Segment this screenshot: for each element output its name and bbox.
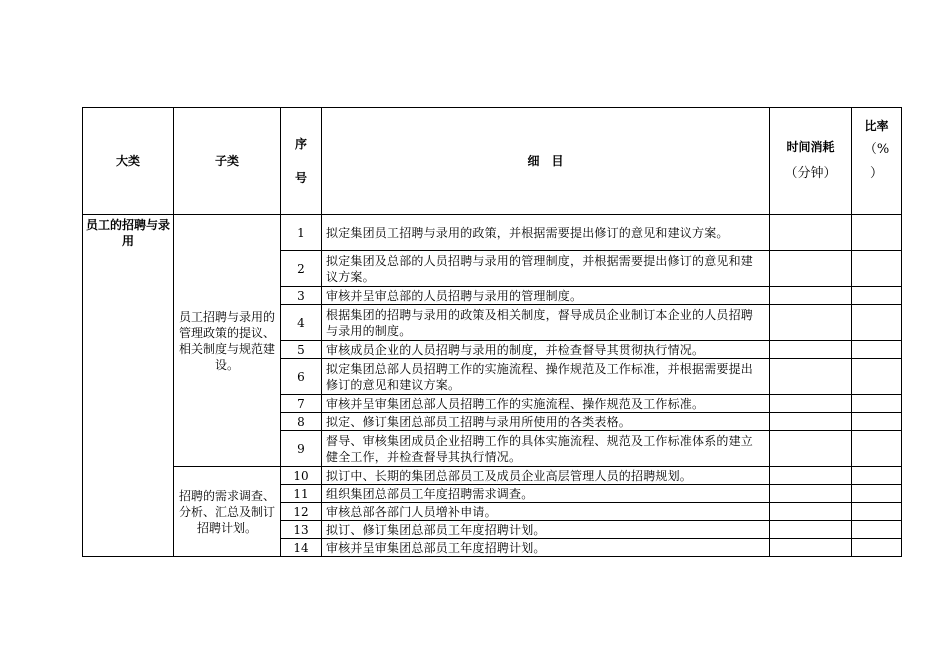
- header-row: [83, 108, 902, 215]
- detail-cell: 拟定集团及总部的人员招聘与录用的管理制度，并根据需要提出修订的意见和建议方案。: [322, 251, 770, 287]
- header-ratio-label: 比率: [864, 119, 889, 133]
- ratio-cell[interactable]: [852, 521, 902, 539]
- time-cell[interactable]: [770, 305, 852, 341]
- ratio-cell[interactable]: [852, 431, 902, 467]
- detail-cell: 审核并呈审集团总部人员招聘工作的实施流程、操作规范及工作标准。: [322, 395, 770, 413]
- ratio-cell[interactable]: [852, 467, 902, 485]
- subcategory-cell: 招聘的需求调查、分析、汇总及制订招聘计划。: [174, 467, 281, 557]
- subcategory-cell: 员工招聘与录用的管理政策的提议、相关制度与规范建设。: [174, 215, 281, 467]
- time-cell[interactable]: [770, 431, 852, 467]
- ratio-cell[interactable]: [852, 305, 902, 341]
- header-ratio-close: ）: [869, 166, 883, 181]
- ratio-cell[interactable]: [852, 287, 902, 305]
- detail-cell: 拟定集团员工招聘与录用的政策，并根据需要提出修订的意见和建议方案。: [322, 215, 770, 251]
- table-row: [83, 467, 902, 485]
- ratio-cell[interactable]: [852, 359, 902, 395]
- header-detail: 细 目: [322, 108, 770, 215]
- work-analysis-table: [82, 107, 902, 557]
- detail-cell: 拟订中、长期的集团总部员工及成员企业高层管理人员的招聘规划。: [322, 467, 770, 485]
- header-ratio-unit: （%: [863, 142, 890, 157]
- time-cell[interactable]: [770, 413, 852, 431]
- time-cell[interactable]: [770, 521, 852, 539]
- category-cell: 员工的招聘与录用: [83, 215, 174, 557]
- ratio-cell[interactable]: [852, 215, 902, 251]
- time-cell[interactable]: [770, 215, 852, 251]
- seq-cell: 5: [281, 341, 322, 359]
- detail-cell: 拟订、修订集团总部员工年度招聘计划。: [322, 521, 770, 539]
- seq-cell: 12: [281, 503, 322, 521]
- time-cell[interactable]: [770, 395, 852, 413]
- header-time-unit: （分钟）: [784, 166, 837, 181]
- header-subcategory: 子类: [174, 108, 281, 215]
- ratio-cell[interactable]: [852, 485, 902, 503]
- time-cell[interactable]: [770, 485, 852, 503]
- time-cell[interactable]: [770, 341, 852, 359]
- table-row: [83, 215, 902, 251]
- time-cell[interactable]: [770, 467, 852, 485]
- header-seq-line2: 号: [294, 171, 307, 185]
- ratio-cell[interactable]: [852, 395, 902, 413]
- time-cell[interactable]: [770, 287, 852, 305]
- seq-cell: 9: [281, 431, 322, 467]
- header-category: 大类: [83, 108, 174, 215]
- header-seq-line1: 序: [294, 137, 307, 151]
- seq-cell: 13: [281, 521, 322, 539]
- detail-cell: 拟定集团总部人员招聘工作的实施流程、操作规范及工作标准，并根据需要提出修订的意见和建议方案。: [322, 359, 770, 395]
- seq-cell: 10: [281, 467, 322, 485]
- detail-cell: 组织集团总部员工年度招聘需求调查。: [322, 485, 770, 503]
- seq-cell: 8: [281, 413, 322, 431]
- seq-cell: 14: [281, 539, 322, 557]
- seq-cell: 6: [281, 359, 322, 395]
- detail-cell: 拟定、修订集团总部员工招聘与录用所使用的各类表格。: [322, 413, 770, 431]
- ratio-cell[interactable]: [852, 503, 902, 521]
- seq-cell: 11: [281, 485, 322, 503]
- time-cell[interactable]: [770, 539, 852, 557]
- header-time: [770, 108, 852, 215]
- ratio-cell[interactable]: [852, 413, 902, 431]
- seq-cell: 7: [281, 395, 322, 413]
- detail-cell: 审核并呈审集团总部员工年度招聘计划。: [322, 539, 770, 557]
- ratio-cell[interactable]: [852, 341, 902, 359]
- time-cell[interactable]: [770, 503, 852, 521]
- ratio-cell[interactable]: [852, 251, 902, 287]
- detail-cell: 根据集团的招聘与录用的政策及相关制度，督导成员企业制订本企业的人员招聘与录用的制度。: [322, 305, 770, 341]
- seq-cell: 3: [281, 287, 322, 305]
- header-time-label: 时间消耗: [786, 140, 835, 154]
- detail-cell: 督导、审核集团成员企业招聘工作的具体实施流程、规范及工作标准体系的建立健全工作，并检查督导其执行情况。: [322, 431, 770, 467]
- time-cell[interactable]: [770, 251, 852, 287]
- detail-cell: 审核总部各部门人员增补申请。: [322, 503, 770, 521]
- detail-cell: 审核成员企业的人员招聘与录用的制度，并检查督导其贯彻执行情况。: [322, 341, 770, 359]
- header-seq: [281, 108, 322, 215]
- seq-cell: 4: [281, 305, 322, 341]
- header-ratio: [852, 108, 902, 215]
- seq-cell: 2: [281, 251, 322, 287]
- detail-cell: 审核并呈审总部的人员招聘与录用的管理制度。: [322, 287, 770, 305]
- time-cell[interactable]: [770, 359, 852, 395]
- ratio-cell[interactable]: [852, 539, 902, 557]
- seq-cell: 1: [281, 215, 322, 251]
